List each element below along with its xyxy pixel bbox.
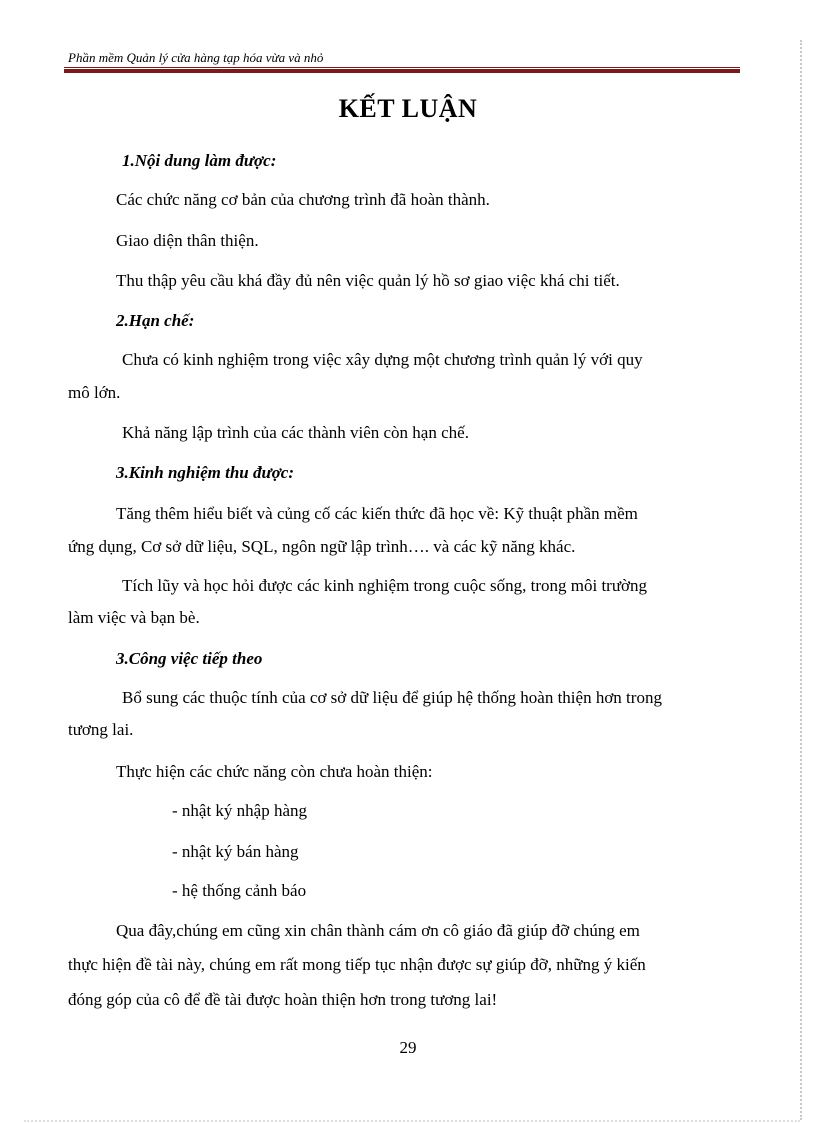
section-heading-limitations: 2.Hạn chế: <box>116 311 195 330</box>
list-item: - nhật ký nhập hàng <box>172 801 308 820</box>
paragraph-line: Tăng thêm hiểu biết và củng cố các kiến thức đã học về: Kỹ thuật phần mềm <box>116 504 638 523</box>
header-rule-thick <box>64 69 740 73</box>
page-border-right <box>800 40 802 1120</box>
paragraph-line: Chưa có kinh nghiệm trong việc xây dựng một chương trình quản lý với quy <box>122 350 643 369</box>
paragraph-line: mô lớn. <box>68 383 121 402</box>
list-item: - nhật ký bán hàng <box>172 842 299 861</box>
paragraph-line: ứng dụng, Cơ sở dữ liệu, SQL, ngôn ngữ lập trình…. và các kỹ năng khác. <box>68 537 576 556</box>
paragraph-line: Giao diện thân thiện. <box>116 231 259 250</box>
section-heading-content: 1.Nội dung làm được: <box>122 151 277 170</box>
paragraph-line: Các chức năng cơ bản của chương trình đã hoàn thành. <box>116 190 490 209</box>
paragraph-line: thực hiện đề tài này, chúng em rất mong tiếp tục nhận được sự giúp đỡ, những ý kiến <box>68 955 646 974</box>
paragraph-line: Bổ sung các thuộc tính của cơ sở dữ liệu để giúp hệ thống hoàn thiện hơn trong <box>122 688 662 707</box>
paragraph-line: Tích lũy và học hỏi được các kinh nghiệm trong cuộc sống, trong môi trường <box>122 576 648 595</box>
section-heading-experience: 3.Kinh nghiệm thu được: <box>116 463 295 482</box>
paragraph-line: đóng góp của cô để đề tài được hoàn thiện hơn trong tương lai! <box>68 990 498 1009</box>
section-heading-next-work: 3.Công việc tiếp theo <box>116 649 263 668</box>
paragraph-line: Qua đây,chúng em cũng xin chân thành cám ơn cô giáo đã giúp đỡ chúng em <box>116 921 640 940</box>
paragraph-line: tương lai. <box>68 720 134 739</box>
page-border-bottom <box>24 1120 800 1122</box>
paragraph-line: Khả năng lập trình của các thành viên còn hạn chế. <box>122 423 469 442</box>
paragraph-line: Thực hiện các chức năng còn chưa hoàn thiện: <box>116 762 433 781</box>
list-item: - hệ thống cảnh báo <box>172 881 307 900</box>
paragraph-line: làm việc và bạn bè. <box>68 608 200 627</box>
header-title: Phần mềm Quản lý cửa hàng tạp hóa vừa và nhỏ <box>68 50 324 65</box>
page-title: KẾT LUẬN <box>338 94 478 123</box>
paragraph-line: Thu thập yêu cầu khá đầy đủ nên việc quản lý hồ sơ giao việc khá chi tiết. <box>116 271 620 290</box>
header-rule-thin <box>64 67 740 68</box>
page-number: 29 <box>399 1038 417 1057</box>
